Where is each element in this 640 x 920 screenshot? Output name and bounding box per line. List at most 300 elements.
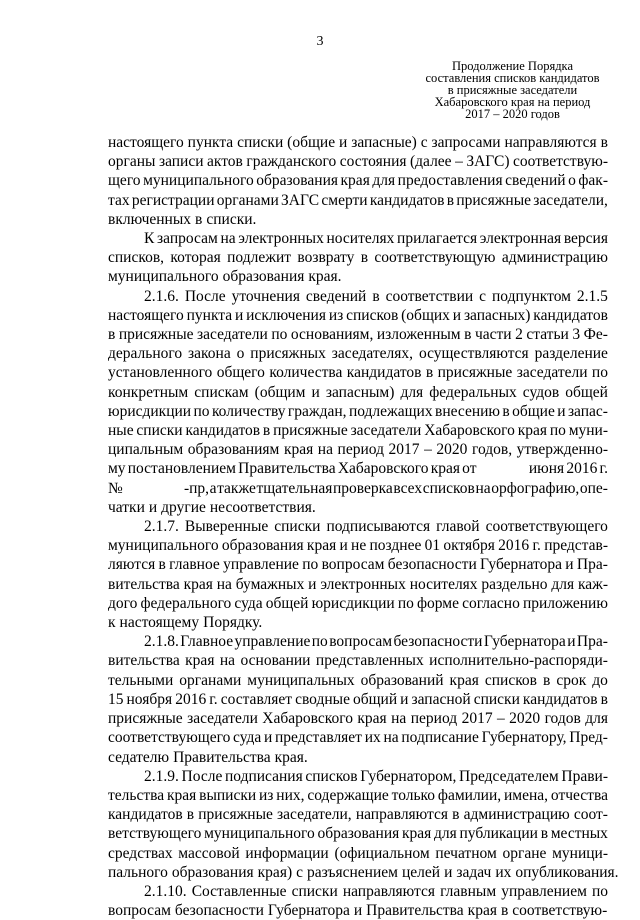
word: общей (565, 383, 608, 401)
word: в (600, 690, 608, 708)
word: Губернатору, (481, 729, 567, 747)
page-number: 3 (316, 34, 324, 49)
word: 2.1.8. (144, 633, 179, 651)
word: тщательная (256, 479, 333, 497)
word: края (357, 710, 387, 728)
word: опубликования. (515, 863, 619, 881)
word: публикации (459, 825, 538, 843)
word: исключения (246, 306, 326, 324)
word: края (401, 825, 432, 843)
word: осуществляются (418, 345, 529, 363)
word: Губернатором, (360, 767, 457, 785)
word: в (452, 806, 460, 824)
word: 01 (424, 537, 441, 555)
word (479, 459, 527, 478)
word: муници- (552, 844, 608, 862)
text-line (108, 287, 608, 306)
text-line (108, 690, 608, 709)
text-line (108, 767, 608, 786)
word: – (424, 441, 432, 459)
word: образования (171, 863, 254, 881)
word: кандидатов (108, 806, 183, 824)
word: заседатели, (533, 191, 608, 209)
word: представляет (275, 729, 362, 747)
word: общей (265, 594, 309, 612)
word: 2016 (175, 690, 207, 708)
word: Правительства (366, 902, 464, 920)
word: пункта (187, 134, 234, 151)
text-line (108, 459, 608, 478)
word: подпунктом (491, 287, 571, 305)
word: каж- (577, 575, 608, 593)
word: записи (158, 153, 204, 171)
word: списков (346, 306, 399, 324)
word: их (364, 729, 381, 747)
word: установленного (108, 364, 213, 382)
word: и (565, 556, 574, 574)
word: кандидатов (185, 422, 261, 440)
word: судов (522, 383, 560, 401)
text-line (108, 248, 608, 267)
word: 2020 (509, 710, 541, 728)
word: Фе- (583, 326, 608, 344)
word: К (144, 230, 155, 248)
text-line (108, 728, 608, 747)
word: управлением (501, 882, 587, 900)
word: муниципальных (247, 671, 355, 689)
header-line: 2017 – 2020 годов (465, 107, 560, 121)
word: управление (234, 633, 311, 651)
word: муниципального (108, 268, 219, 286)
word: электронных (320, 575, 406, 593)
word: форме (416, 594, 459, 612)
word: соот- (573, 806, 608, 824)
word: информации (245, 844, 329, 862)
word: Правительства (238, 460, 336, 478)
word: органе (502, 844, 547, 862)
word: тельства (108, 786, 165, 804)
word: настоящему (119, 614, 200, 632)
word: заседатели (516, 364, 588, 382)
word: также (217, 479, 256, 497)
word: списков (305, 767, 358, 785)
word: актов (207, 153, 243, 171)
word: внесению (435, 402, 500, 420)
text-line (108, 306, 608, 325)
word: главным (440, 882, 497, 900)
word: задач (456, 863, 492, 881)
word: на (220, 230, 236, 248)
word: присяжные (437, 364, 513, 382)
word: раздельно (481, 575, 548, 593)
word: Главное (180, 633, 234, 651)
word: в (500, 902, 509, 920)
word: тах (108, 191, 130, 209)
word: Выверенные (184, 518, 269, 536)
word: разделение (534, 345, 608, 363)
word: в (108, 326, 116, 344)
word: запасных) (463, 306, 531, 324)
word: образования (222, 268, 305, 286)
word: соответствующую (374, 249, 496, 267)
header-note (420, 60, 605, 120)
word: и (339, 134, 348, 151)
word: и (308, 575, 317, 593)
text-line (108, 152, 608, 171)
word: 2016 (498, 537, 530, 555)
text-line (108, 863, 619, 882)
word: изложенным (376, 326, 461, 344)
word: безопасности (387, 556, 477, 574)
word: 2.1.9. (144, 767, 179, 785)
word: для (372, 172, 396, 190)
word: соответствую- (513, 153, 608, 171)
word: Хабаровского (337, 460, 429, 478)
word: муниципального (143, 172, 254, 190)
word: вопросам (321, 556, 385, 574)
word: края (183, 575, 213, 593)
word: закона (188, 345, 231, 363)
word: списков (422, 479, 475, 497)
word: пункта (186, 306, 233, 324)
word: (общих (401, 306, 450, 324)
word: Порядку. (203, 614, 263, 632)
word: соответствующего (108, 729, 231, 747)
word: главой (436, 518, 480, 536)
word: от (462, 460, 477, 478)
word: исполнительно-распоряди- (429, 652, 608, 670)
word: органами (179, 671, 242, 689)
word: вительства (108, 575, 180, 593)
word: списки (291, 882, 338, 900)
word: для (434, 825, 457, 843)
word: чатки (108, 498, 145, 516)
word: присяжные (108, 710, 183, 728)
word: по (549, 422, 566, 440)
word: списков (484, 671, 538, 689)
word: суда (233, 729, 262, 747)
word: предоставления (397, 172, 503, 190)
word: о (236, 345, 245, 363)
text-line (108, 882, 608, 901)
word: списки (136, 422, 183, 440)
word: 2.1.6. (144, 287, 179, 305)
text-line (108, 632, 608, 651)
text-line (108, 786, 608, 805)
word: (официальном (334, 844, 430, 862)
word: из (259, 786, 274, 804)
word: 15 (108, 690, 124, 708)
word: ляются (108, 556, 156, 574)
word: края (340, 172, 370, 190)
paragraph (108, 517, 608, 632)
word: по (591, 364, 608, 382)
word: согласно (462, 594, 520, 612)
paragraph (108, 632, 608, 766)
word: безопасности (393, 633, 483, 651)
word: и (400, 690, 409, 708)
paragraph (108, 882, 608, 920)
word: запросам (157, 230, 218, 248)
word: администрацию (463, 806, 570, 824)
word: настоящего (108, 306, 184, 324)
word: с (296, 863, 303, 881)
text-line (108, 383, 608, 402)
word: Составленные (191, 882, 287, 900)
word: основании (240, 652, 311, 670)
word: 2016 (566, 460, 598, 478)
word: № (108, 479, 123, 497)
word: их (495, 863, 512, 881)
word: (далее (410, 153, 452, 171)
word: по (271, 326, 288, 344)
word: вопросам (329, 633, 393, 651)
word: Хабаровского (262, 710, 353, 728)
word: сводные (295, 690, 350, 708)
word: списки (237, 134, 284, 151)
word: 2 (515, 326, 523, 344)
word: ветствующего (108, 825, 202, 843)
word: -пр, (183, 479, 210, 497)
word: составляет (220, 690, 293, 708)
word: присяжные (198, 806, 273, 824)
word: позднее (369, 537, 422, 555)
paragraph (108, 287, 608, 517)
word: кандидатов (522, 690, 598, 708)
word: а (209, 479, 217, 497)
word: в (262, 422, 271, 440)
word: юрисдикции (311, 594, 395, 612)
word: края (430, 460, 460, 478)
word: общий (352, 690, 398, 708)
word: образования (256, 172, 338, 190)
word: образованиям (187, 441, 280, 459)
word: седателю (108, 748, 170, 766)
word: муниципального (204, 825, 315, 843)
word: кандидатов (346, 364, 422, 382)
word: списки. (206, 210, 257, 228)
text-line (108, 555, 608, 574)
word: в (195, 210, 203, 228)
word: 2020 (436, 441, 468, 459)
text-line (108, 517, 608, 536)
word: включенных (108, 210, 192, 228)
word: о (568, 172, 576, 190)
word: края (283, 441, 314, 459)
word: федерального (140, 594, 232, 612)
word: ципальным (108, 441, 184, 459)
word: администрацию (501, 249, 608, 267)
word: для (400, 383, 424, 401)
header-line: составления списков кандидатов (425, 71, 600, 85)
word: на (383, 729, 399, 747)
document-body (108, 133, 619, 920)
word: носителях (409, 575, 478, 593)
word (123, 479, 183, 498)
word: в (540, 825, 549, 843)
word: и (452, 306, 462, 324)
text-line (108, 229, 608, 248)
word: состояния (339, 153, 407, 171)
word: дерального (108, 345, 183, 363)
word: подлежащих (348, 402, 433, 420)
word: них, (276, 786, 305, 804)
word: всех (393, 479, 423, 497)
word: и (444, 863, 453, 881)
word: вопросам (108, 902, 171, 920)
word: массовой (178, 844, 240, 862)
word: период (410, 710, 458, 728)
word: и (234, 306, 244, 324)
word: только (391, 786, 436, 804)
word: г. (209, 690, 218, 708)
word: несоответствия. (209, 498, 316, 516)
text-line (108, 671, 608, 690)
word: в (186, 806, 195, 824)
word: граждан, (287, 402, 347, 420)
word: количества (269, 364, 343, 382)
word: 2017 (388, 441, 420, 459)
word: заседатели (197, 326, 268, 344)
header-line: Хабаровского края на период (434, 95, 591, 109)
word: в (446, 191, 455, 209)
word: сведений (305, 287, 367, 305)
word: присяжные (456, 191, 531, 209)
text-line (108, 325, 608, 344)
text-line (108, 575, 608, 594)
word: ЗАГС (281, 191, 320, 209)
word: муни- (568, 422, 608, 440)
word: края (166, 786, 197, 804)
text-line (108, 536, 608, 555)
word: запросами (431, 134, 501, 151)
word: главное (169, 556, 220, 574)
word: с (420, 134, 428, 151)
word: Правительства (173, 748, 271, 766)
word: носителях (326, 230, 395, 248)
word: настоящего (108, 134, 184, 151)
word: му (108, 460, 126, 478)
word: ные (108, 422, 134, 440)
word: заседателях, (331, 345, 414, 363)
word: образования (317, 825, 400, 843)
text-line (108, 709, 608, 728)
word: годов (544, 710, 581, 728)
word: юрисдикции (108, 402, 192, 420)
word: в (158, 556, 166, 574)
word: и (311, 383, 320, 401)
text-line (108, 210, 608, 229)
word: г. (532, 537, 541, 555)
word: электронная (479, 230, 562, 248)
text-line (108, 171, 608, 190)
text-line (108, 267, 608, 286)
paragraph (108, 133, 608, 229)
word: После (184, 287, 226, 305)
word: регистрации (131, 191, 215, 209)
word: края) (257, 863, 293, 881)
word: печатном (435, 844, 497, 862)
word: Прави- (561, 767, 608, 785)
word: муниципального (108, 537, 219, 555)
word: на (475, 479, 491, 497)
text-line (108, 613, 608, 632)
word: подписания (224, 767, 303, 785)
word: представ- (544, 537, 608, 555)
word: щего (108, 172, 141, 190)
word: Губернатора (483, 633, 566, 651)
word: выписки (199, 786, 257, 804)
word: по (591, 882, 608, 900)
word: не (351, 537, 367, 555)
word: г. (599, 460, 608, 478)
word: части (474, 326, 512, 344)
word: по (397, 594, 414, 612)
word: на (391, 710, 407, 728)
word: фак- (578, 172, 608, 190)
word: для (551, 575, 575, 593)
word: ЗАГС) (466, 153, 510, 171)
word: соответствующего (485, 518, 608, 536)
text-line (108, 498, 608, 517)
text-line (108, 594, 608, 613)
header-line: Продолжение Порядка (452, 59, 573, 73)
word: Пра- (576, 556, 608, 574)
word: присяжные (273, 422, 348, 440)
text-line (108, 402, 608, 421)
header-line: в присяжные заседатели (447, 83, 578, 97)
word: суда (234, 594, 263, 612)
text-line (108, 651, 608, 670)
word: управление (223, 556, 299, 574)
word: вительства (108, 652, 180, 670)
word: по (302, 556, 319, 574)
word: Пред- (569, 729, 608, 747)
word: имена, (504, 786, 549, 804)
text-line (108, 191, 608, 210)
text-line (108, 824, 608, 843)
word: запасные) (351, 134, 417, 151)
word: представленных (315, 652, 424, 670)
word: которая (170, 249, 221, 267)
word: присяжные (118, 326, 194, 344)
word: на (216, 575, 232, 593)
word: до (592, 671, 608, 689)
word: другие (161, 498, 206, 516)
word: заседатели (187, 710, 258, 728)
word: постановлением (127, 460, 236, 478)
word: пального (108, 863, 168, 881)
word: отчества (550, 786, 608, 804)
text-line (108, 901, 608, 920)
word: 3 (572, 326, 581, 344)
text-line (108, 479, 608, 498)
word: образований (360, 671, 444, 689)
word: – (455, 153, 463, 171)
word: октября (443, 537, 495, 555)
text-line (108, 133, 608, 152)
word: бумажных (235, 575, 305, 593)
word: списки (274, 518, 321, 536)
word: Губернатора (480, 556, 562, 574)
word: и (557, 402, 566, 420)
word: тельными (108, 671, 174, 689)
word: края (467, 902, 497, 920)
word: запасной (411, 690, 471, 708)
word: общие (512, 402, 555, 420)
text-line (108, 805, 608, 824)
word: края (306, 537, 337, 555)
